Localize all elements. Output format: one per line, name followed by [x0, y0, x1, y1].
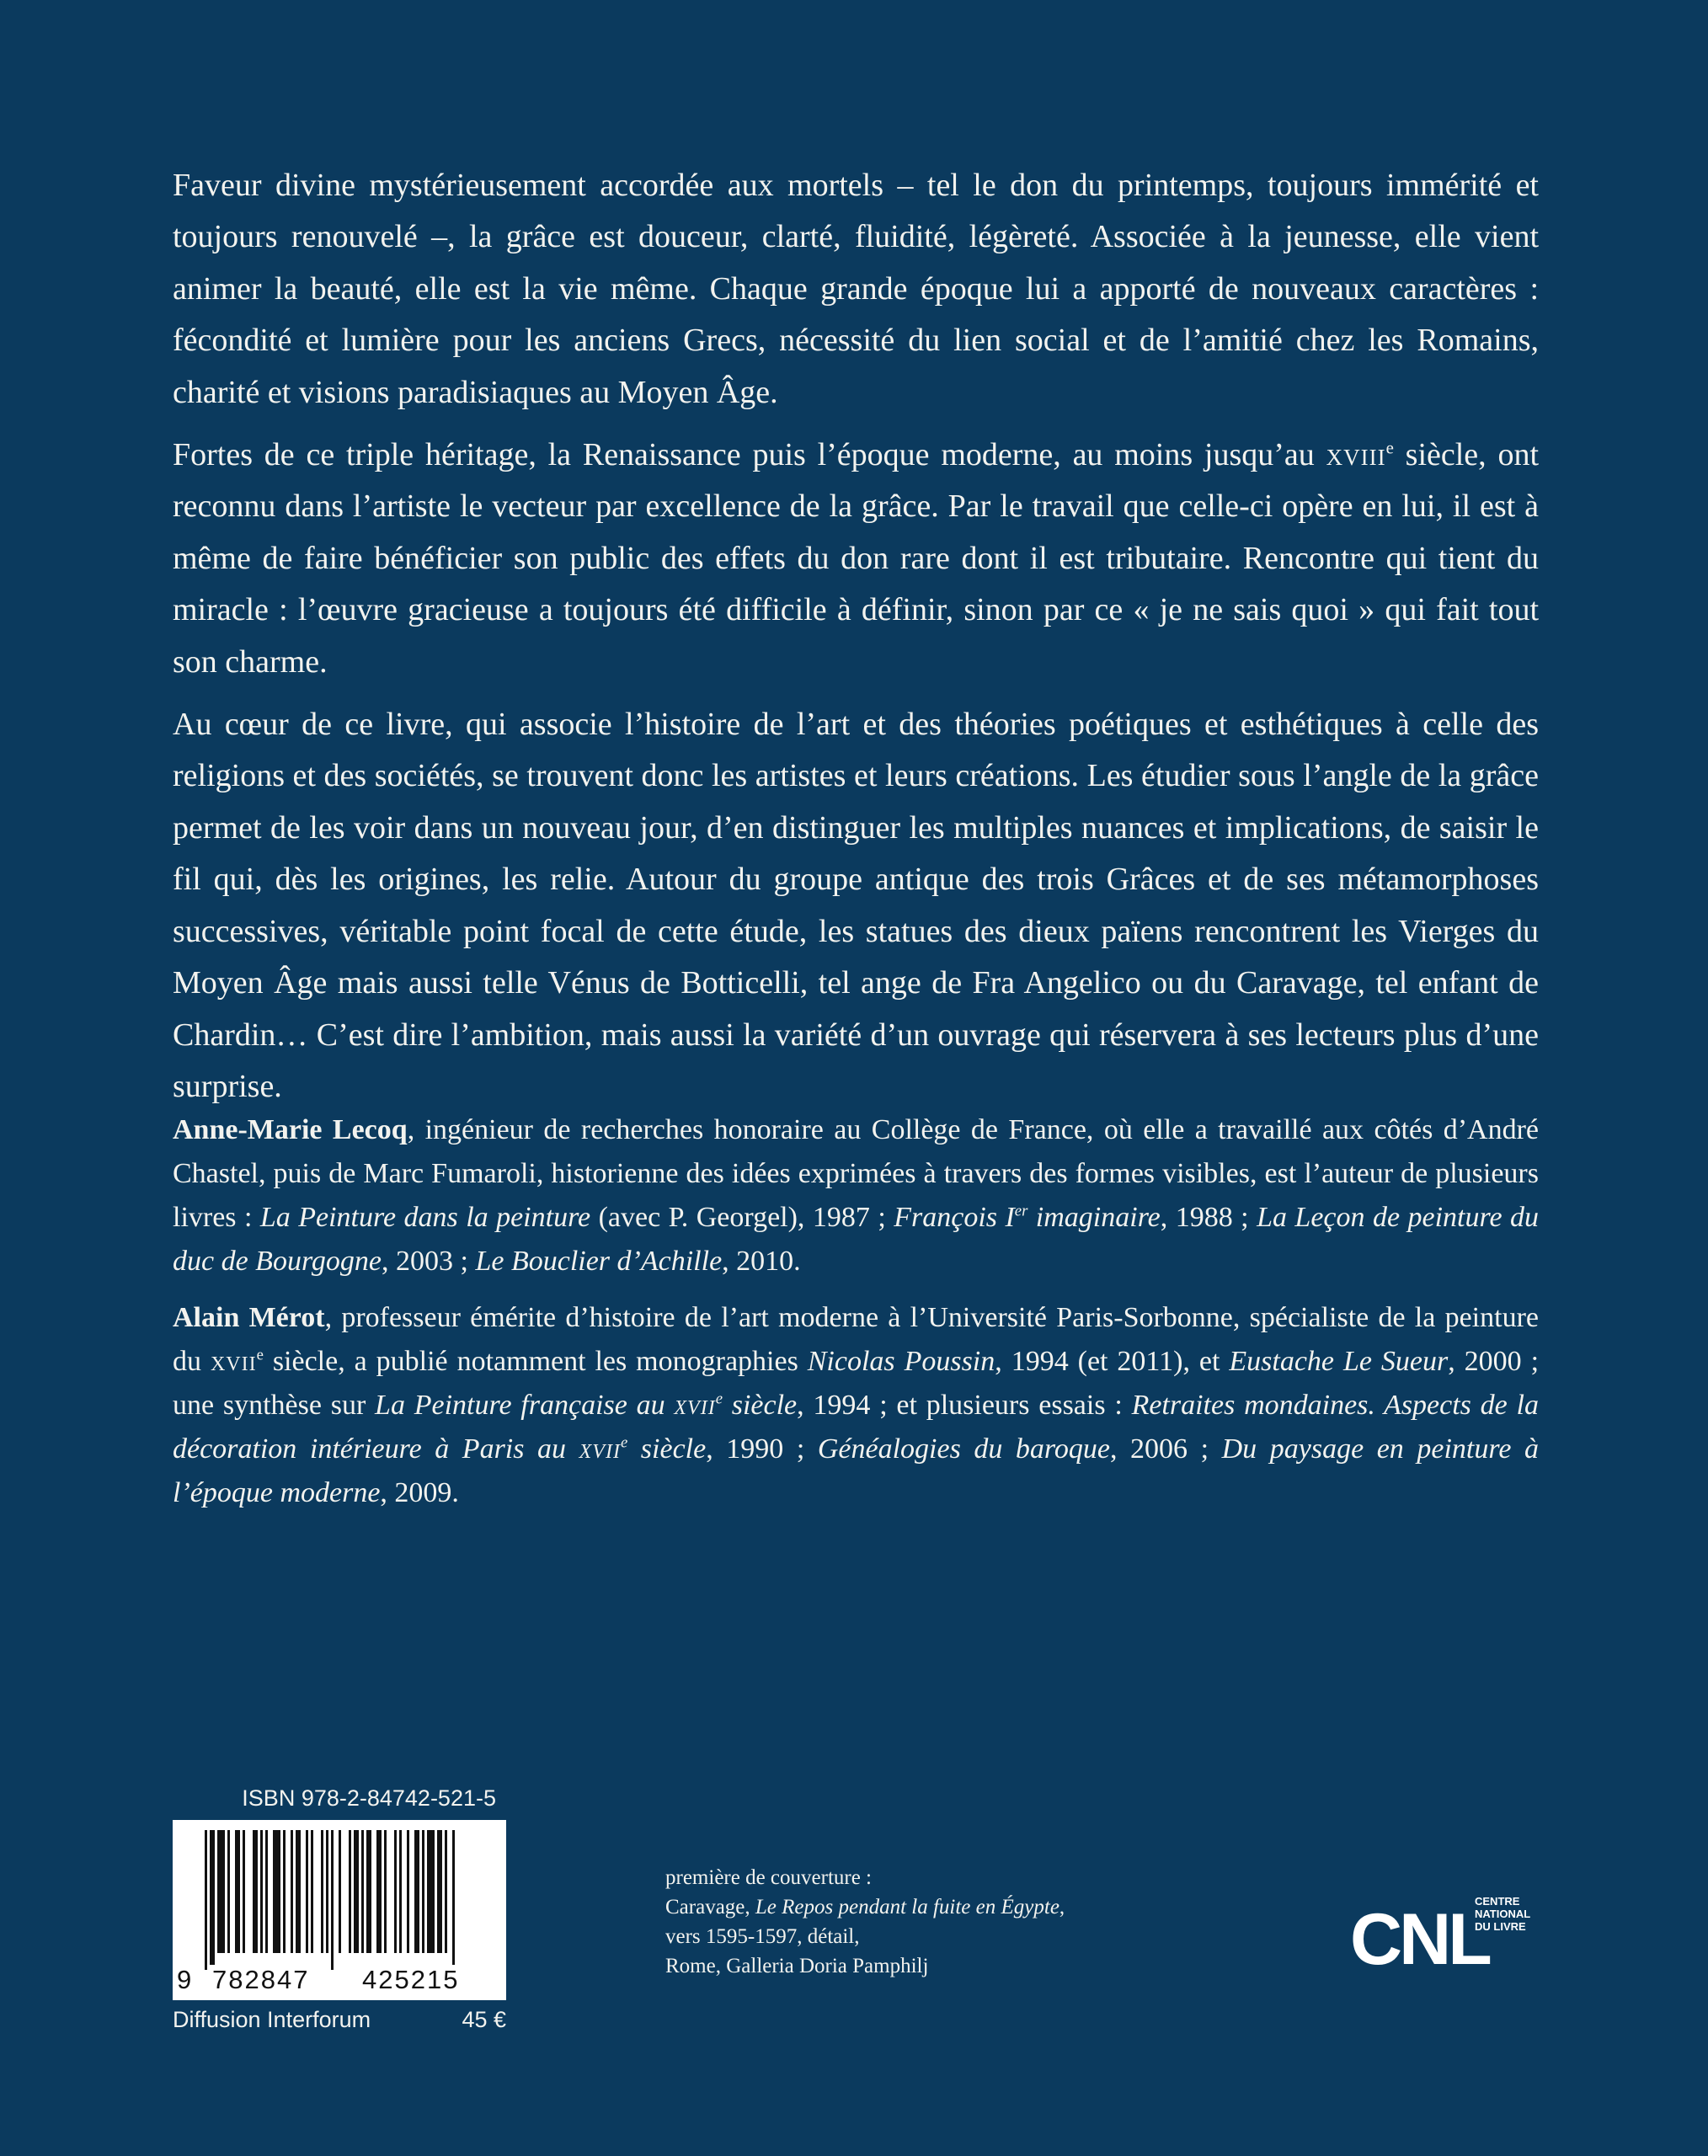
barcode-bar [283, 1830, 286, 1953]
barcode-bar [326, 1830, 328, 1953]
isbn-label: ISBN 978-2-84742-521-5 [242, 1785, 496, 1811]
author-name: Alain Mérot [173, 1302, 325, 1333]
barcode-bar [366, 1830, 371, 1953]
barcode-bar [291, 1830, 293, 1953]
barcode [173, 1820, 506, 2000]
book-summary [173, 160, 1539, 1123]
barcode-digits-right: 425215 [360, 1965, 462, 1995]
barcode-bar [296, 1830, 301, 1953]
barcode-bar [361, 1830, 364, 1953]
barcode-bar [306, 1830, 308, 1953]
barcode-bar [452, 1830, 455, 1970]
cover-credits [665, 1863, 1137, 1981]
barcode-bar [376, 1830, 382, 1953]
barcode-bar [437, 1830, 442, 1953]
cnl-logo-letters: CNL [1350, 1899, 1489, 1980]
author-name: Anne-Marie Lecoq [173, 1114, 408, 1145]
barcode-bar [445, 1830, 447, 1953]
barcode-bar [321, 1830, 323, 1953]
cnl-logo-line1: CENTRE [1475, 1895, 1520, 1908]
barcode-bar [394, 1830, 397, 1953]
distributor: Diffusion Interforum [173, 2007, 371, 2032]
author-bio-merot: Alain Mérot, professeur émérite d’histoire de l’art moderne à l’Université Paris-Sorbonne, spécialiste de la peinture du xvii$^e$ siècle, a publié notamment les monographies Nicolas Poussin, 1994 (et 2011), et Eustache Le Sueur, 2000 ; une synthèse sur La Peinture française au xvii$^e$ siècle, 1994 ; et plusieurs essais : Retraites mondaines. Aspects de la décoration intérieure à Paris au xvii$^e$ siècle, 1990 ; Généalogies du baroque, 2006 ; Du paysage en peinture à l’époque moderne, 2009. [173, 1302, 1540, 1508]
summary-paragraph-3: Au cœur de ce livre, qui associe l’histoire de l’art et des théories poétiques et esthétiques à celle des religions et des sociétés, se trouvent donc les artistes et leurs créations. Les étudier sous l’angle de la grâce permet de les voir dans un nouveau jour, d’en distinguer les multiples nuances et implications, de saisir le fil qui, dès les origines, les relie. Autour du groupe antique des trois Grâces et de ses métamorphoses successives, véritable point focal de cette étude, les statues des dieux païens rencontrent les Vierges du Moyen Âge mais aussi telle Vénus de Botticelli, tel ange de Fra Angelico ou du Caravage, tel enfant de Chardin… C’est dire l’ambition, mais aussi la variété d’un ouvrage qui réservera à ses lecteurs plus d’une surprise. [173, 707, 1539, 1104]
barcode-bar [331, 1830, 334, 1970]
barcode-bar [414, 1830, 419, 1953]
credits-location: Rome, Galleria Doria Pamphilj [665, 1955, 929, 1977]
barcode-bar [253, 1830, 258, 1953]
barcode-bar [407, 1830, 409, 1953]
barcode-block [173, 1785, 506, 2033]
barcode-bar [205, 1830, 207, 1970]
cnl-logo-line3: DU LIVRE [1475, 1920, 1526, 1933]
barcode-bar [384, 1830, 387, 1953]
credits-heading: première de couverture : [665, 1866, 873, 1889]
author-bios [173, 1108, 1539, 1528]
barcode-bars [183, 1830, 496, 1973]
barcode-bar [273, 1830, 280, 1953]
barcode-bar [354, 1830, 359, 1953]
barcode-bar [217, 1830, 225, 1953]
barcode-bar [260, 1830, 263, 1953]
barcode-bar [339, 1830, 341, 1953]
barcode-bar [265, 1830, 268, 1953]
cnl-logo-line2: NATIONAL [1475, 1908, 1531, 1920]
barcode-bar [349, 1830, 351, 1953]
price: 45 € [462, 2007, 506, 2032]
barcode-bar [243, 1830, 245, 1953]
distribution-row [173, 2007, 506, 2033]
barcode-digit-first: 9 [174, 1965, 195, 1995]
cnl-logo [1350, 1883, 1544, 1984]
barcode-bar [227, 1830, 230, 1953]
barcode-bar [399, 1830, 402, 1953]
summary-paragraph-1: Faveur divine mystérieusement accordée aux mortels – tel le don du printemps, toujours immérité et toujours renouvelé –, la grâce est douceur, clarté, fluidité, légèreté. Associée à la jeunesse, elle vient animer la beauté, elle est la vie même. Chaque grande époque lui a apporté de nouveaux caractères : fécondité et lumière pour les anciens Grecs, nécessité du lien social et de l’amitié chez les Romains, charité et visions paradisiaques au Moyen Âge. [173, 168, 1539, 410]
barcode-bar [235, 1830, 240, 1953]
barcode-bar [210, 1830, 215, 1970]
barcode-bar [311, 1830, 313, 1953]
credits-date: vers 1595-1597, détail, [665, 1925, 860, 1948]
barcode-digits-left: 782847 [210, 1965, 312, 1995]
summary-paragraph-2: Fortes de ce triple héritage, la Renaissance puis l’époque moderne, au moins jusqu’au xviii$^e$ siècle, ont reconnu dans l’artiste le vecteur par excellence de la grâce. Par le travail que celle-ci opère en lui, il est à même de faire bénéficier son public des effets du don rare dont il est tributaire. Rencontre qui tient du miracle : l’œuvre gracieuse a toujours été difficile à définir, sinon par ce « je ne sais quoi » qui fait tout son charme. [173, 437, 1540, 680]
credits-artwork: Caravage, Le Repos pendant la fuite en Égypte, [665, 1896, 1065, 1919]
barcode-bar [422, 1830, 424, 1953]
author-bio-lecoq: Anne-Marie Lecoq, ingénieur de recherches honoraire au Collège de France, où elle a travaillé aux côtés d’André Chastel, puis de Marc Fumaroli, historienne des idées exprimées à travers des formes visibles, est l’auteur de plusieurs livres : La Peinture dans la peinture (avec P. Georgel), 1987 ; François Ier imaginaire, 1988 ; La Leçon de peinture du duc de Bourgogne, 2003 ; Le Bouclier d’Achille, 2010. [173, 1114, 1540, 1277]
barcode-bar [427, 1830, 435, 1953]
